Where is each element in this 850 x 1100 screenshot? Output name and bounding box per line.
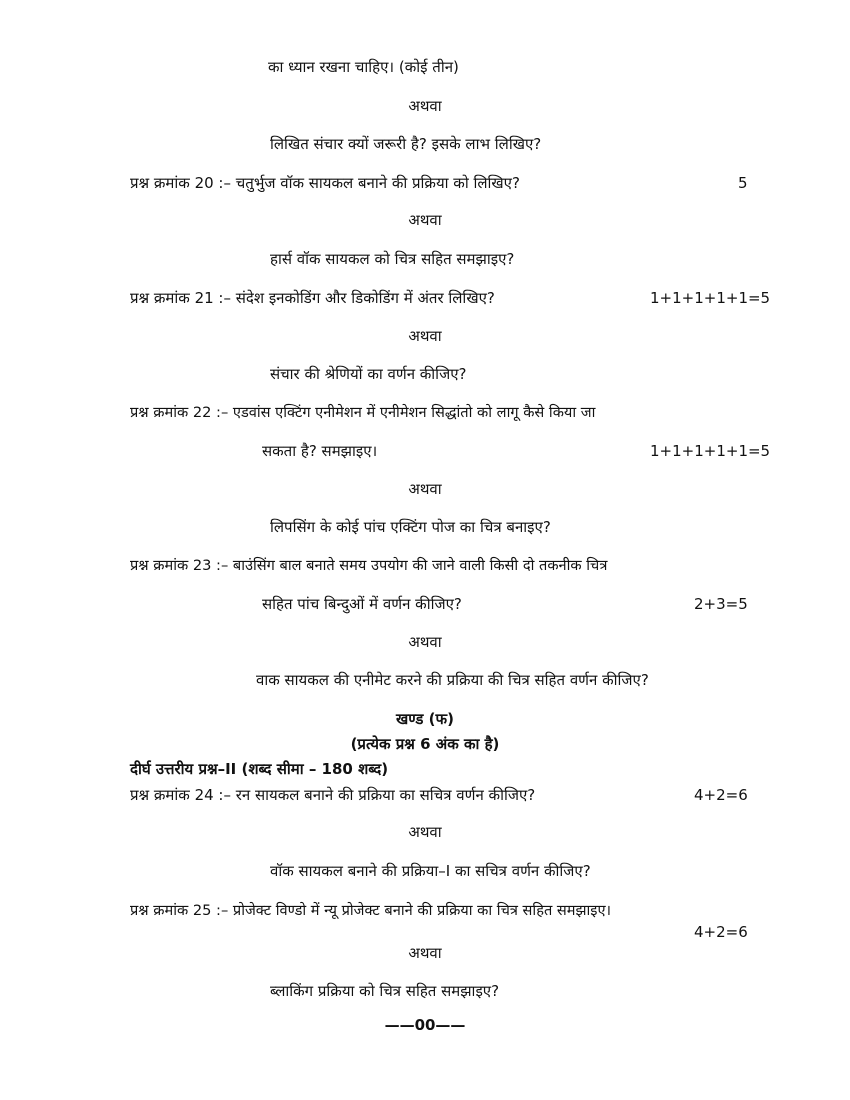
question-22-cont: सकता है? समझाइए। [262,442,378,460]
question-22: प्रश्न क्रमांक 22 :– एडवांस एक्टिंग एनीमेशन में एनीमेशन सिद्धांतो को लागू कैसे किया जा [130,404,596,421]
marks-23: 2+3=5 [694,595,748,613]
marks-25: 4+2=6 [694,923,748,941]
marks-22: 1+1+1+1+1=5 [650,442,771,460]
or-separator: अथवा [408,633,442,651]
or-separator: अथवा [408,211,442,229]
or-separator: अथवा [408,327,442,345]
marks-20: 5 [738,174,748,192]
marks-24: 4+2=6 [694,786,748,804]
text-line: लिपसिंग के कोई पांच एक्टिंग पोज का चित्र बनाइए? [270,518,551,536]
question-21: प्रश्न क्रमांक 21 :– संदेश इनकोडिंग और डिकोडिंग में अंतर लिखिए? [130,289,495,307]
or-separator: अथवा [408,480,442,498]
text-line: संचार की श्रेणियों का वर्णन कीजिए? [270,365,467,383]
question-25: प्रश्न क्रमांक 25 :– प्रोजेक्ट विण्डो में न्यू प्रोजेक्ट बनाने की प्रक्रिया का चित्र सहित समझाइए। [130,902,612,919]
or-separator: अथवा [408,944,442,962]
question-23: प्रश्न क्रमांक 23 :– बाउंसिंग बाल बनाते समय उपयोग की जाने वाली किसी दो तकनीक चित्र [130,557,608,574]
text-line: का ध्यान रखना चाहिए। (कोई तीन) [268,58,459,76]
section-title: खण्ड (फ) [396,710,454,728]
question-23-cont: सहित पांच बिन्दुओं में वर्णन कीजिए? [262,595,462,613]
text-line: हार्स वॉक सायकल को चित्र सहित समझाइए? [270,250,515,268]
or-separator: अथवा [408,97,442,115]
marks-21: 1+1+1+1+1=5 [650,289,771,307]
question-24: प्रश्न क्रमांक 24 :– रन सायकल बनाने की प्रक्रिया का सचित्र वर्णन कीजिए? [130,786,536,804]
end-marker: ——00—— [384,1016,466,1034]
or-separator: अथवा [408,823,442,841]
section-heading: दीर्घ उत्तरीय प्रश्न–II (शब्द सीमा – 180 शब्द) [130,760,389,778]
question-20: प्रश्न क्रमांक 20 :– चतुर्भुज वॉक सायकल बनाने की प्रक्रिया को लिखिए? [130,174,520,192]
text-line: वॉक सायकल बनाने की प्रक्रिया–I का सचित्र वर्णन कीजिए? [270,862,591,880]
section-subtitle: (प्रत्येक प्रश्न 6 अंक का है) [350,735,500,753]
text-line: ब्लाकिंग प्रक्रिया को चित्र सहित समझाइए? [270,982,500,1000]
text-line: लिखित संचार क्यों जरूरी है? इसके लाभ लिखिए? [270,135,542,153]
text-line: वाक सायकल की एनीमेट करने की प्रक्रिया की चित्र सहित वर्णन कीजिए? [256,671,649,689]
